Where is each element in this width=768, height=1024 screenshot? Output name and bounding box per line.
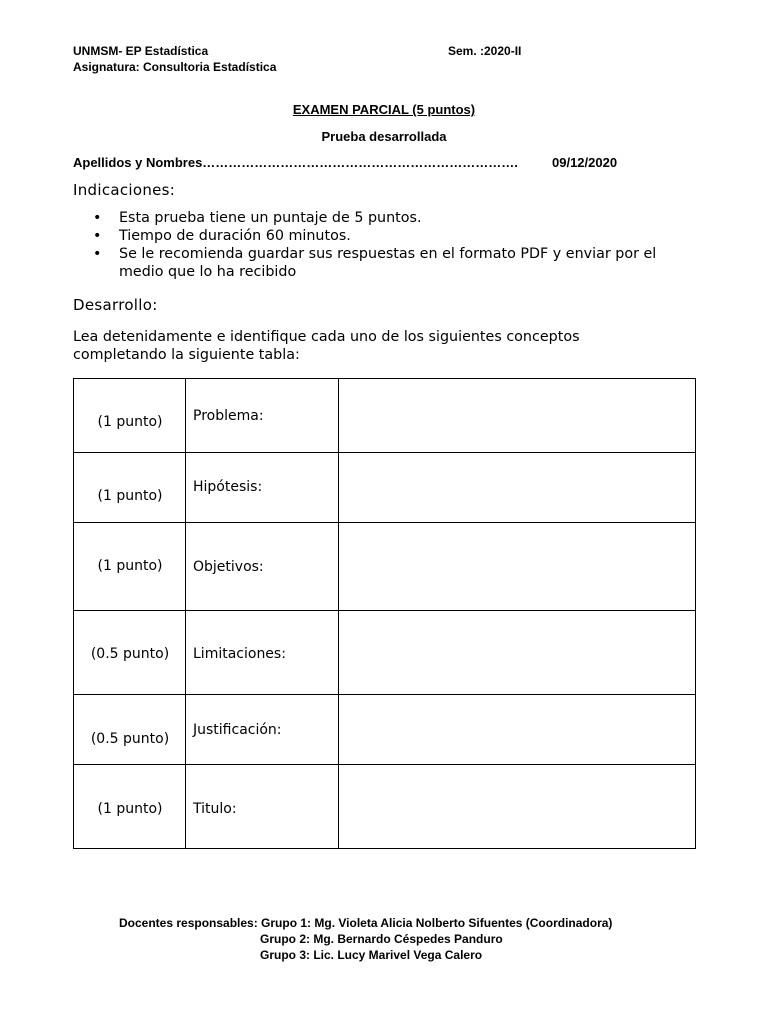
answer-cell[interactable]: [339, 523, 696, 611]
table-row: [74, 695, 696, 765]
exam-subtitle: Prueba desarrollada: [321, 129, 447, 144]
points-value: (1 punto): [97, 558, 163, 574]
exam-date: 09/12/2020: [552, 155, 618, 170]
points-cell: [74, 765, 186, 849]
indication-text: Tiempo de duración 60 minutos.: [119, 228, 351, 244]
footer-responsibles: Docentes responsables: Grupo 1: Mg. Violeta Alicia Nolberto Sifuentes (Coordinadora): [119, 916, 613, 930]
table-row: [74, 765, 696, 849]
list-item: [73, 209, 698, 227]
concept-cell: [186, 765, 339, 849]
answer-cell[interactable]: [339, 453, 696, 523]
list-item: [73, 227, 698, 245]
points-value: (0.5 punto): [90, 731, 170, 747]
points-cell: [74, 453, 186, 523]
concept-table: [73, 378, 696, 849]
concept-cell: [186, 523, 339, 611]
indication-text: Esta prueba tiene un puntaje de 5 puntos.: [119, 210, 422, 226]
semester-label: Sem. :2020-II: [448, 44, 522, 58]
bullet-icon: •: [93, 246, 102, 262]
bullet-icon: •: [93, 210, 102, 226]
footer-group-2: Grupo 2: Mg. Bernardo Céspedes Panduro: [260, 932, 503, 946]
course-label: Asignatura: Consultoria Estadística: [73, 60, 277, 74]
concept-cell: [186, 379, 339, 453]
concept-label: Objetivos:: [193, 559, 264, 575]
table-row: [74, 611, 696, 695]
list-item: [73, 245, 698, 281]
concept-cell: [186, 611, 339, 695]
concept-label: Hipótesis:: [193, 479, 263, 495]
footer-group-3: Grupo 3: Lic. Lucy Marivel Vega Calero: [260, 948, 483, 962]
answer-cell[interactable]: [339, 611, 696, 695]
concept-label: Limitaciones:: [193, 646, 286, 662]
exam-title: EXAMEN PARCIAL (5 puntos): [292, 102, 476, 117]
points-cell: [74, 379, 186, 453]
indication-text: Se le recomienda guardar sus respuestas en el formato PDF y enviar por el medio que lo ha recibido: [119, 246, 657, 280]
answer-cell[interactable]: [339, 379, 696, 453]
concept-label: Justificación:: [193, 722, 282, 738]
indications-list: [73, 209, 698, 281]
table-row: [74, 453, 696, 523]
bullet-icon: •: [93, 228, 102, 244]
points-cell: [74, 611, 186, 695]
points-cell: [74, 695, 186, 765]
concept-label: Titulo:: [193, 801, 237, 817]
development-heading: Desarrollo:: [73, 296, 158, 314]
concept-cell: [186, 695, 339, 765]
points-value: (1 punto): [97, 488, 163, 504]
answer-cell[interactable]: [339, 765, 696, 849]
concept-cell: [186, 453, 339, 523]
concept-label: Problema:: [193, 408, 264, 424]
answer-cell[interactable]: [339, 695, 696, 765]
development-instruction: Lea detenidamente e identifique cada uno de los siguientes conceptos completando la siguiente tabla:: [73, 329, 580, 363]
name-field-label: Apellidos y Nombres……………………………………………………………….: [73, 155, 518, 170]
table-row: [74, 379, 696, 453]
points-cell: [74, 523, 186, 611]
university-label: UNMSM- EP Estadística: [73, 44, 209, 58]
points-value: (0.5 punto): [90, 646, 170, 662]
points-value: (1 punto): [97, 414, 163, 430]
indications-heading: Indicaciones:: [73, 181, 176, 199]
points-value: (1 punto): [97, 801, 163, 817]
table-row: [74, 523, 696, 611]
